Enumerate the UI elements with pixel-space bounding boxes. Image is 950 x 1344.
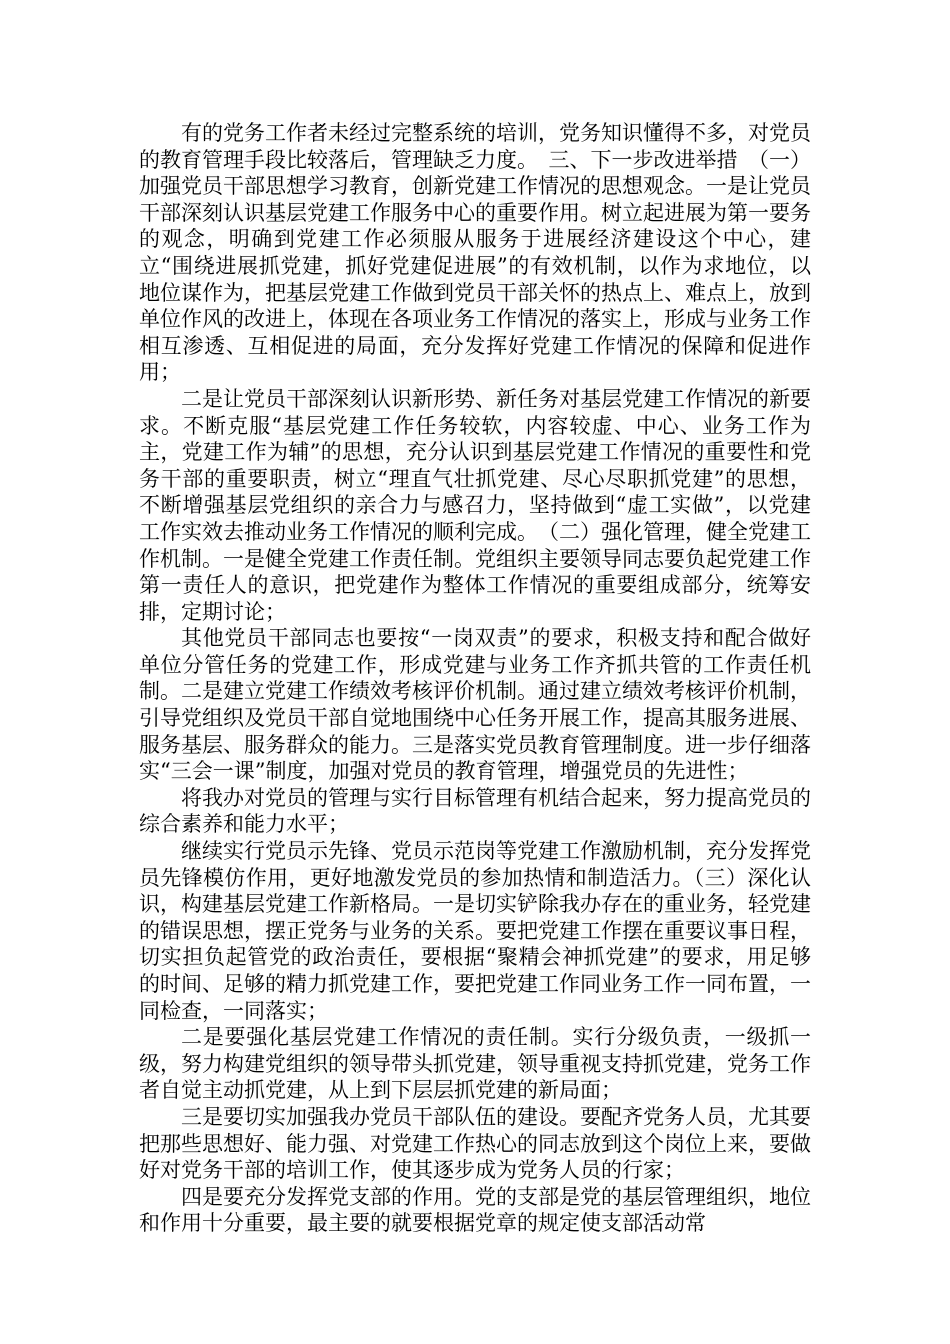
- paragraph-2: 二是让党员干部深刻认识新形势、新任务对基层党建工作情况的新要求。不断克服“基层党建工作任务较软，内容较虚、中心、业务工作为主，党建工作为辅”的思想，充分认识到基层党建工作情况的重要性和党务干部的重要职责，树立“理直气壮抓党建、尽心尽职抓党建”的思想，不断增强基层党组织的亲合力与感召力，坚持做到“虚工实做”，以党建工作实效去推动业务工作情况的顺利完成。 （二）强化管理，健全党建工作机制。一是健全党建工作责任制。党组织主要领导同志要负起党建工作第一责任人的意识，把党建作为整体工作情况的重要组成部分，统筹安排，定期讨论；: [139, 386, 811, 624]
- paragraph-5: 继续实行党员示先锋、党员示范岗等党建工作激励机制，充分发挥党员先锋模仿作用，更好地激发党员的参加热情和制造活力。（三）深化认识，构建基层党建工作新格局。一是切实铲除我办存在的重业务，轻党建的错误思想，摆正党务与业务的关系。要把党建工作摆在重要议事日程，切实担负起管党的政治责任，要根据“聚精会神抓党建”的要求，用足够的时间、足够的精力抓党建工作，要把党建工作同业务工作一同布置，一同检查，一同落实；: [139, 839, 811, 1023]
- paragraph-7: 三是要切实加强我办党员干部队伍的建设。要配齐党务人员，尤其要把那些思想好、能力强、对党建工作热心的同志放到这个岗位上来，要做好对党务干部的培训工作，使其逐步成为党务人员的行家；: [139, 1104, 811, 1183]
- paragraph-1: 有的党务工作者未经过完整系统的培训，党务知识懂得不多，对党员的教育管理手段比较落后，管理缺乏力度。 三、下一步改进举措 （一）加强党员干部思想学习教育，创新党建工作情况的思想观念。一是让党员干部深刻认识基层党建工作服务中心的重要作用。树立起进展为第一要务的观念，明确到党建工作必须服从服务于进展经济建设这个中心，建立“围绕进展抓党建，抓好党建促进展”的有效机制，以作为求地位，以地位谋作为，把基层党建工作做到党员干部关怀的热点上、难点上，放到单位作风的改进上，体现在各项业务工作情况的落实上，形成与业务工作相互渗透、互相促进的局面，充分发挥好党建工作情况的保障和促进作用；: [139, 121, 811, 385]
- paragraph-6: 二是要强化基层党建工作情况的责任制。实行分级负责，一级抓一级，努力构建党组织的领导带头抓党建，领导重视支持抓党建，党务工作者自觉主动抓党建，从上到下层层抓党建的新局面；: [139, 1025, 811, 1103]
- paragraph-8: 四是要充分发挥党支部的作用。党的支部是党的基层管理组织，地位和作用十分重要，最主要的就要根据党章的规定使支部活动常: [139, 1184, 811, 1236]
- paragraph-4: 将我办对党员的管理与实行目标管理有机结合起来，努力提高党员的综合素养和能力水平；: [139, 785, 811, 837]
- document-page: [139, 120, 811, 1237]
- paragraph-3: 其他党员干部同志也要按“一岗双责”的要求，积极支持和配合做好单位分管任务的党建工作，形成党建与业务工作齐抓共管的工作责任机制。二是建立党建工作绩效考核评价机制。通过建立绩效考核评价机制，引导党组织及党员干部自觉地围绕中心任务开展工作，提高其服务进展、服务基层、服务群众的能力。三是落实党员教育管理制度。进一步仔细落实“三会一课”制度，加强对党员的教育管理，增强党员的先进性；: [139, 626, 811, 784]
